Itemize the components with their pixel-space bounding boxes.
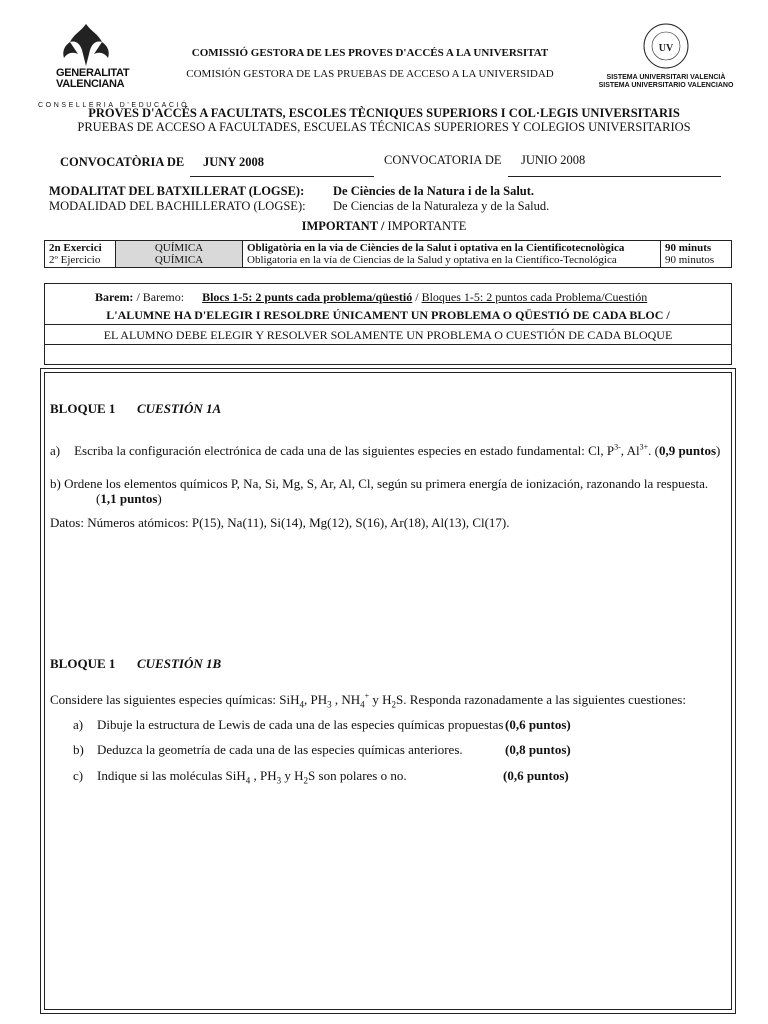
question-1b-c-text: Indique si las moléculas SiH$_4$ , $PH_3$ y $H_2S$ son polares o no. <box>97 768 407 786</box>
exercise-cell: 2n Exercici 2º Ejercicio <box>45 241 116 268</box>
question-1b-b-label: b) <box>73 742 84 757</box>
question-1a-b-points: (1,1 puntos) <box>96 491 162 506</box>
block-1a-label: BLOQUE 1 <box>50 401 116 416</box>
convocatoria-label-es: CONVOCATORIA DE <box>384 153 502 167</box>
suv-logo <box>596 20 736 96</box>
suv-name-ca: SISTEMA UNIVERSITARI VALENCIÀ <box>606 74 726 81</box>
suv-name-es: SISTEMA UNIVERSITARIO VALENCIANO <box>598 82 734 89</box>
question-1b-a-points: (0,6 puntos) <box>505 717 571 732</box>
question-1a-b: b) Ordene los elementos químicos P, Na, Si, Mg, S, Ar, Al, Cl, según su primera energía de ionización, razonando la respuesta. <box>50 476 709 491</box>
question-1a-a: a) Escriba la configuración electrónica de cada una de las siguientes especies en estado fundamental: Cl, $P^{3-}$, $Al^{3+}$. (0,9 puntos) <box>50 442 721 458</box>
convocatoria-value-es: JUNIO 2008 <box>521 153 586 167</box>
important-heading: IMPORTANT / IMPORTANTE <box>301 219 467 233</box>
tests-title-ca: PROVES D'ACCÉS A FACULTATS, ESCOLES TÈCNIQUES SUPERIORS I COL·LEGIS UNIVERSITARIS <box>88 106 680 120</box>
gva-name: GENERALITAT VALENCIANA <box>56 67 130 90</box>
question-frame <box>40 368 736 1014</box>
question-1b-a-label: a) <box>73 717 84 732</box>
svg-text:UV: UV <box>658 43 674 54</box>
gva-department: CONSELLERIA D'EDUCACIÓ <box>38 102 190 109</box>
block-1b-label: BLOQUE 1 <box>50 656 116 671</box>
question-1b-a-text: Dibuje la estructura de Lewis de cada una de las especies químicas propuestas <box>97 717 504 732</box>
description-cell: Obligatòria en la via de Ciències de la Salut i optativa en la Cientificotecnològica Obligatoria en la vía de Ciencias de la Salud y optativa en la Científico-Tecnológica <box>243 241 661 268</box>
tests-title-es: PRUEBAS DE ACCESO A FACULTADES, ESCUELAS TÉCNICAS SUPERIORES Y COLEGIOS UNIVERSITARIOS <box>77 120 691 134</box>
question-1b-b-text: Deduzca la geometría de cada una de las especies químicas anteriores. <box>97 742 463 757</box>
convocatoria-underline-ca <box>190 176 374 177</box>
question-1a-title: CUESTIÓN 1A <box>137 401 222 416</box>
question-1b-c-points: (0,6 puntos) <box>503 768 569 783</box>
instruction-es: EL ALUMNO DEBE ELEGIR Y RESOLVER SOLAMENTE UN PROBLEMA O CUESTIÓN DE CADA BLOQUE <box>103 328 673 342</box>
bat-emblem-icon <box>56 22 116 68</box>
barem-box <box>44 283 732 365</box>
modalitat-value: De Ciències de la Natura i de la Salut. <box>333 184 535 198</box>
convocatoria-underline-es <box>508 176 721 177</box>
time-cell: 90 minuts 90 minutos <box>661 241 732 268</box>
modalitat-label: MODALITAT DEL BATXILLERAT (LOGSE): <box>49 184 305 198</box>
modalidad-label: MODALIDAD DEL BACHILLERATO (LOGSE): <box>49 199 306 213</box>
instruction-ca: L'ALUMNE HA D'ELEGIR I RESOLDRE ÚNICAMENT UN PROBLEMA O QÜESTIÓ DE CADA BLOC / <box>106 308 670 322</box>
modalidad-value: De Ciencias de la Naturaleza y de la Salud. <box>333 199 550 213</box>
commission-title-es: COMISIÓN GESTORA DE LAS PRUEBAS DE ACCESO A LA UNIVERSIDAD <box>186 68 554 80</box>
university-ring-icon <box>636 20 696 74</box>
commission-title-ca: COMISSIÓ GESTORA DE LES PROVES D'ACCÉS A LA UNIVERSITAT <box>191 47 549 59</box>
question-1a-data: Datos: Números atómicos: P(15), Na(11), Si(14), Mg(12), S(16), Ar(18), Al(13), Cl(17). <box>50 515 510 530</box>
exam-info-table <box>44 240 732 268</box>
barem-line: Barem: / Baremo: Blocs 1-5: 2 punts cada problema/qüestió / Bloques 1-5: 2 puntos cada Problema/Cuestión <box>95 290 648 304</box>
subject-cell: QUÍMICA QUÍMICA <box>116 241 243 268</box>
question-1b-intro: Considere las siguientes especies químicas: SiH$_4$, $PH_3$ , $NH_4^+$ y $H_2S$. Responda razonadamente a las siguientes cuestiones: <box>50 691 686 710</box>
question-1b-c-label: c) <box>73 768 84 783</box>
convocatoria-value-ca: JUNY 2008 <box>203 155 264 169</box>
convocatoria-label-ca: CONVOCATÒRIA DE <box>60 155 185 169</box>
question-1b-b-points: (0,8 puntos) <box>505 742 571 757</box>
generalitat-logo <box>38 22 190 109</box>
question-1b-title: CUESTIÓN 1B <box>137 656 222 671</box>
